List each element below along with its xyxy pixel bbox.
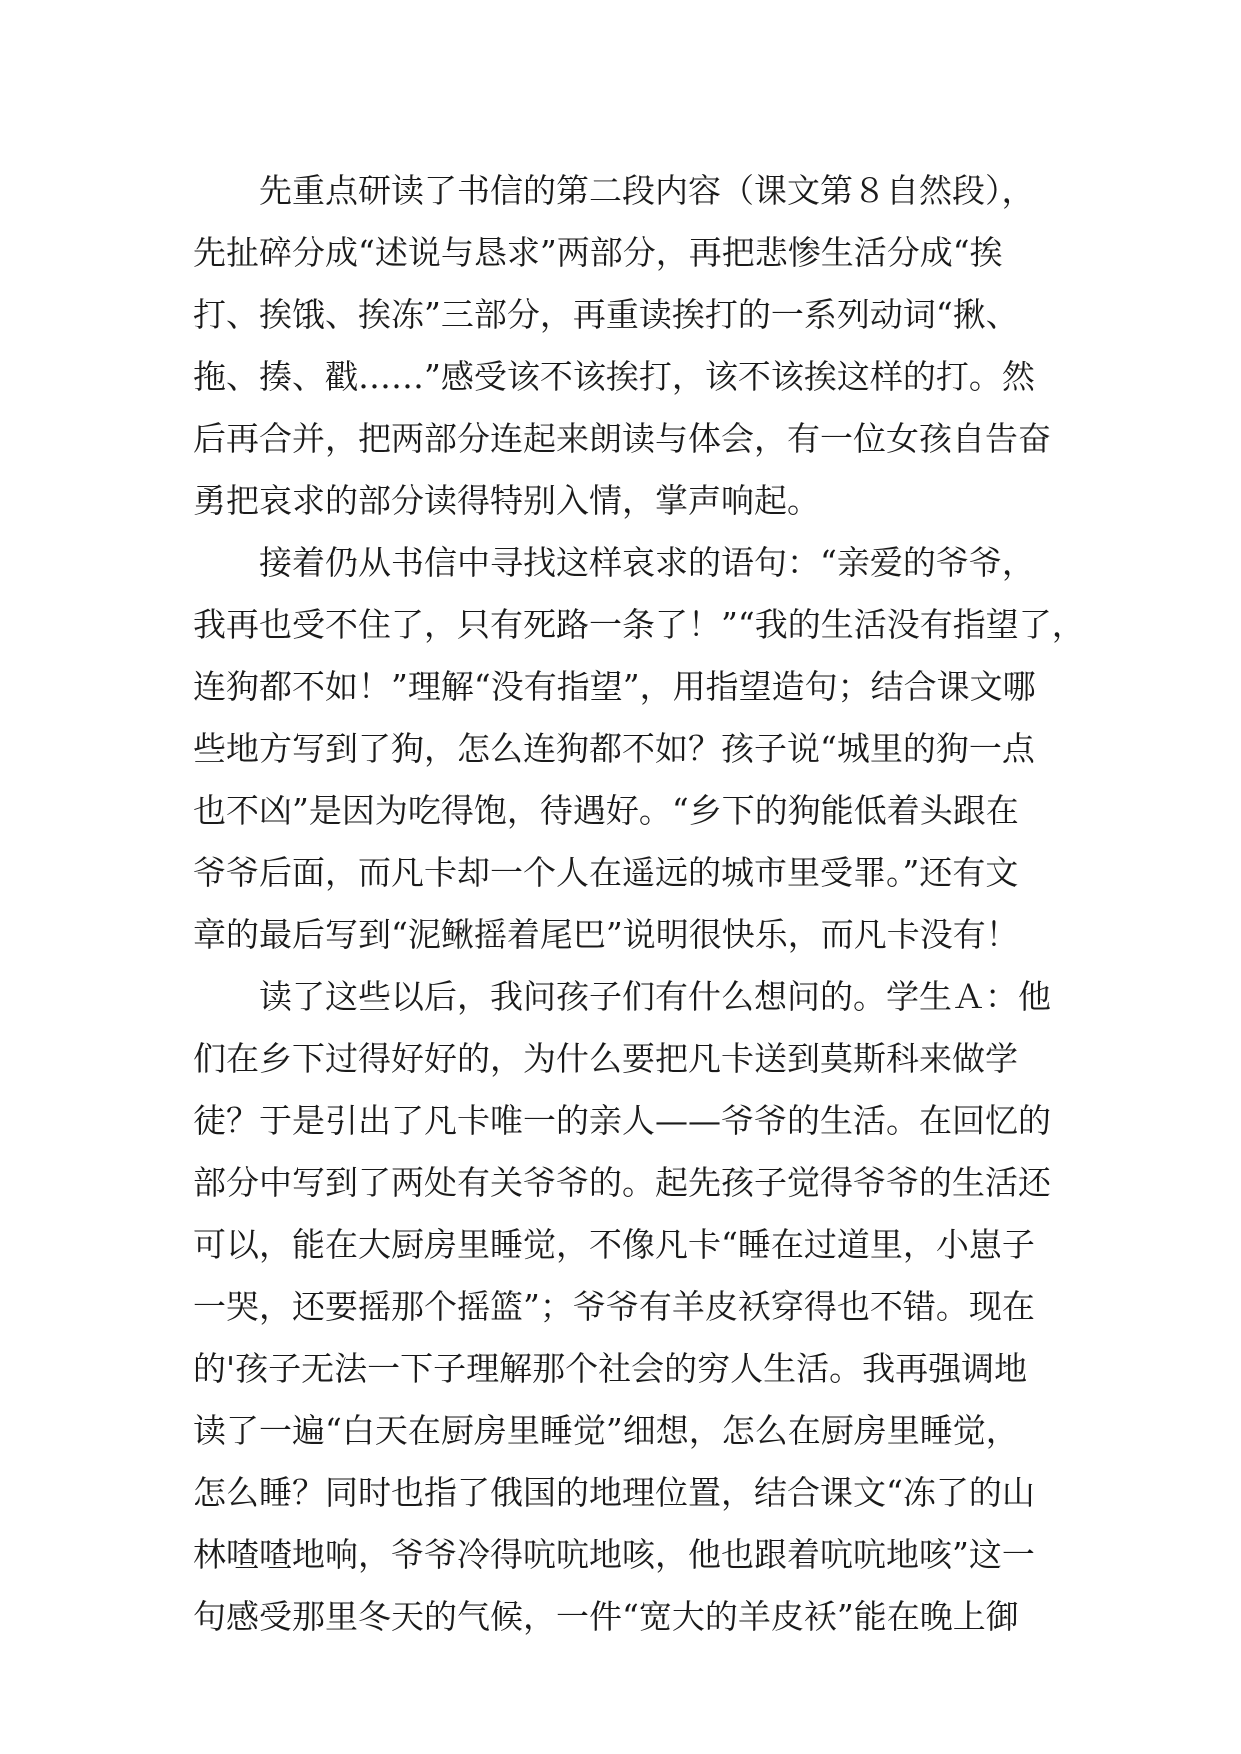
text-line: 部分中写到了两处有关爷爷的。起先孩子觉得爷爷的生活还 xyxy=(193,1163,1051,1202)
text-line: 先重点研读了书信的第二段内容（课文第８自然段）， xyxy=(259,171,1035,210)
text-line: 后再合并，把两部分连起来朗读与体会，有一位女孩自告奋 xyxy=(193,419,1051,458)
text-line: 先扯碎分成“述说与恳求”两部分，再把悲惨生活分成“挨 xyxy=(193,233,1003,272)
text-line: 读了一遍“白天在厨房里睡觉”细想，怎么在厨房里睡觉， xyxy=(193,1411,1019,1450)
text-line: 拖、揍、戳……”感受该不该挨打，该不该挨这样的打。然 xyxy=(193,357,1035,396)
text-line: 些地方写到了狗，怎么连狗都不如？孩子说“城里的狗一点 xyxy=(193,729,1035,768)
text-line: 读了这些以后，我问孩子们有什么想问的。学生Ａ：他 xyxy=(259,977,1051,1016)
document-body xyxy=(193,160,1085,1648)
text-line: 可以，能在大厨房里睡觉，不像凡卡“睡在过道里，小崽子 xyxy=(193,1225,1035,1264)
text-line: 徒？于是引出了凡卡唯一的亲人——爷爷的生活。在回忆的 xyxy=(193,1101,1051,1140)
text-line: 们在乡下过得好好的，为什么要把凡卡送到莫斯科来做学 xyxy=(193,1039,1018,1078)
text-line: 我再也受不住了，只有死路一条了！”“我的生活没有指望了， xyxy=(193,605,1085,644)
text-line: 勇把哀求的部分读得特别入情，掌声响起。 xyxy=(193,481,820,520)
text-line: 句感受那里冬天的气候，一件“宽大的羊皮袄”能在晚上御 xyxy=(193,1597,1019,1636)
text-line: 接着仍从书信中寻找这样哀求的语句：“亲爱的爷爷， xyxy=(259,543,1035,582)
text-line: 爷爷后面，而凡卡却一个人在遥远的城市里受罪。”还有文 xyxy=(193,853,1019,892)
text-line: 的'孩子无法一下子理解那个社会的穷人生活。我再强调地 xyxy=(193,1349,1028,1388)
text-line: 怎么睡？同时也指了俄国的地理位置，结合课文“冻了的山 xyxy=(193,1473,1035,1512)
text-line: 章的最后写到“泥鳅摇着尾巴”说明很快乐，而凡卡没有！ xyxy=(193,915,1019,954)
text-line: 林喳喳地响，爷爷冷得吭吭地咳，他也跟着吭吭地咳”这一 xyxy=(193,1535,1035,1574)
text-line: 打、挨饿、挨冻”三部分，再重读挨打的一系列动词“揪、 xyxy=(193,295,1019,334)
text-line: 也不凶”是因为吃得饱，待遇好。“乡下的狗能低着头跟在 xyxy=(193,791,1019,830)
text-line: 连狗都不如！”理解“没有指望”，用指望造句；结合课文哪 xyxy=(193,667,1036,706)
text-line: 一哭，还要摇那个摇篮”；爷爷有羊皮袄穿得也不错。现在 xyxy=(193,1287,1035,1326)
